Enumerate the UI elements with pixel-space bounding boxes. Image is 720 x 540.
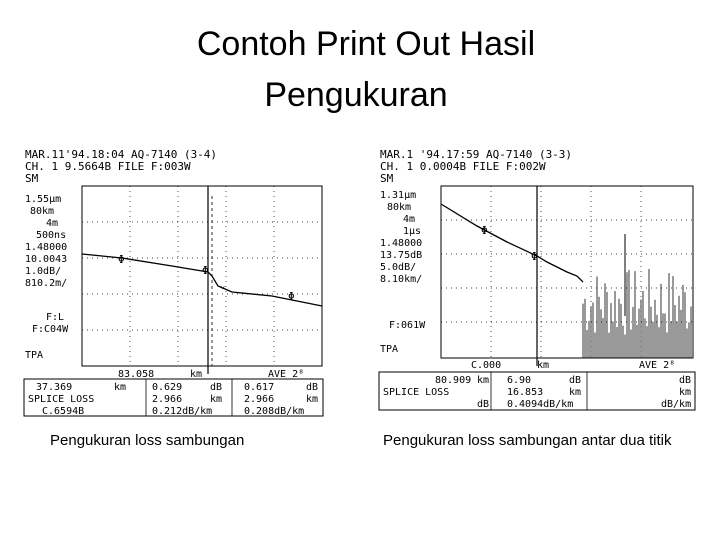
slide-title-line2: Pengukuran <box>264 76 448 114</box>
left-side-label: 1.0dB/ <box>25 266 62 277</box>
left-otdr-printout <box>22 146 327 418</box>
left-side-label: 80km <box>30 206 55 217</box>
right-header-line2: CH. 1 0.0004B FILE F:002W <box>380 160 546 173</box>
right-table-cell: SPLICE LOSS <box>383 387 450 398</box>
left-table-cell: 2.966 <box>244 394 275 405</box>
right-otdr-printout <box>377 146 699 418</box>
right-marker-2: Φ <box>531 250 538 263</box>
left-header-line3: SM <box>25 172 39 185</box>
left-marker-3: ⌄ <box>220 281 226 291</box>
right-table-cell: dB <box>569 375 582 386</box>
left-header-line2: CH. 1 9.5664B FILE F:003W <box>25 160 191 173</box>
right-table-cell: km <box>477 375 490 386</box>
left-side-label: 810.2m/ <box>25 278 68 289</box>
left-side-label: 1.55μm <box>25 194 62 205</box>
left-side-label: 1.48000 <box>25 242 68 253</box>
left-file-label: F:L <box>46 312 65 323</box>
left-side-label: 4m <box>46 218 59 229</box>
right-table-cell: dB <box>679 375 692 386</box>
left-marker-4: Φ <box>288 290 295 303</box>
left-table-cell: SPLICE LOSS <box>28 394 95 405</box>
slide-title-line1: Contoh Print Out Hasil <box>196 25 536 63</box>
left-table-cell: 0.208dB/km <box>244 406 305 417</box>
right-distance-unit: km <box>537 360 550 371</box>
right-table-cell: 6.90 <box>507 375 532 386</box>
left-table-cell: dB <box>306 382 319 393</box>
right-table-cell: 80.909 <box>435 375 472 386</box>
left-table-cell: 37.369 <box>36 382 73 393</box>
left-distance: 83.058 <box>118 369 155 380</box>
right-file-name: F:061W <box>389 320 426 331</box>
left-side-label: 500ns <box>36 230 67 241</box>
left-file-name: F:C04W <box>32 324 69 335</box>
left-header-line1: MAR.11'94.18:04 AQ-7140 (3-4) <box>25 148 218 161</box>
left-tpa-label: TPA <box>25 350 44 361</box>
right-side-label: 1.31μm <box>380 190 417 201</box>
right-table-cell: dB <box>477 399 490 410</box>
right-side-label: 4m <box>403 214 416 225</box>
left-table-cell: km <box>114 382 127 393</box>
right-side-label: 80km <box>387 202 412 213</box>
right-table-cell: dB/km <box>661 399 692 410</box>
left-side-label: 10.0043 <box>25 254 68 265</box>
left-average: AVE 2⁸ <box>268 369 305 380</box>
right-table-cell: km <box>679 387 692 398</box>
right-side-label: 13.75dB <box>380 250 423 261</box>
left-table-cell: 0.212dB/km <box>152 406 213 417</box>
left-table-cell: 0.629 <box>152 382 183 393</box>
right-distance: C.000 <box>471 360 502 371</box>
left-table-cell: km <box>306 394 319 405</box>
right-tpa-label: TPA <box>380 344 399 355</box>
right-average: AVE 2⁸ <box>639 360 676 371</box>
left-table-cell: C.6594B <box>42 406 85 417</box>
left-marker-2: Φ <box>202 264 209 277</box>
left-table-cell: km <box>210 394 223 405</box>
left-table-cell: dB <box>210 382 223 393</box>
right-table-cell: 16.853 <box>507 387 544 398</box>
right-header-line1: MAR.1 '94.17:59 AQ-7140 (3-3) <box>380 148 573 161</box>
right-side-label: 1μs <box>403 226 422 237</box>
left-caption: Pengukuran loss sambungan <box>50 432 245 449</box>
right-marker-1: Φ <box>481 224 488 237</box>
right-caption: Pengukuran loss sambungan antar dua titik <box>383 432 672 449</box>
left-table-cell: 0.617 <box>244 382 275 393</box>
right-header-line3: SM <box>380 172 394 185</box>
right-side-label: 1.48000 <box>380 238 423 249</box>
right-side-label: 5.0dB/ <box>380 262 417 273</box>
right-table-cell: km <box>569 387 582 398</box>
right-table-cell: 0.4094dB/km <box>507 399 574 410</box>
left-distance-unit: km <box>190 369 203 380</box>
right-side-label: 8.10km/ <box>380 274 423 285</box>
right-noise-region <box>583 269 691 358</box>
left-marker-1: Φ <box>118 253 125 266</box>
left-table-cell: 2.966 <box>152 394 183 405</box>
